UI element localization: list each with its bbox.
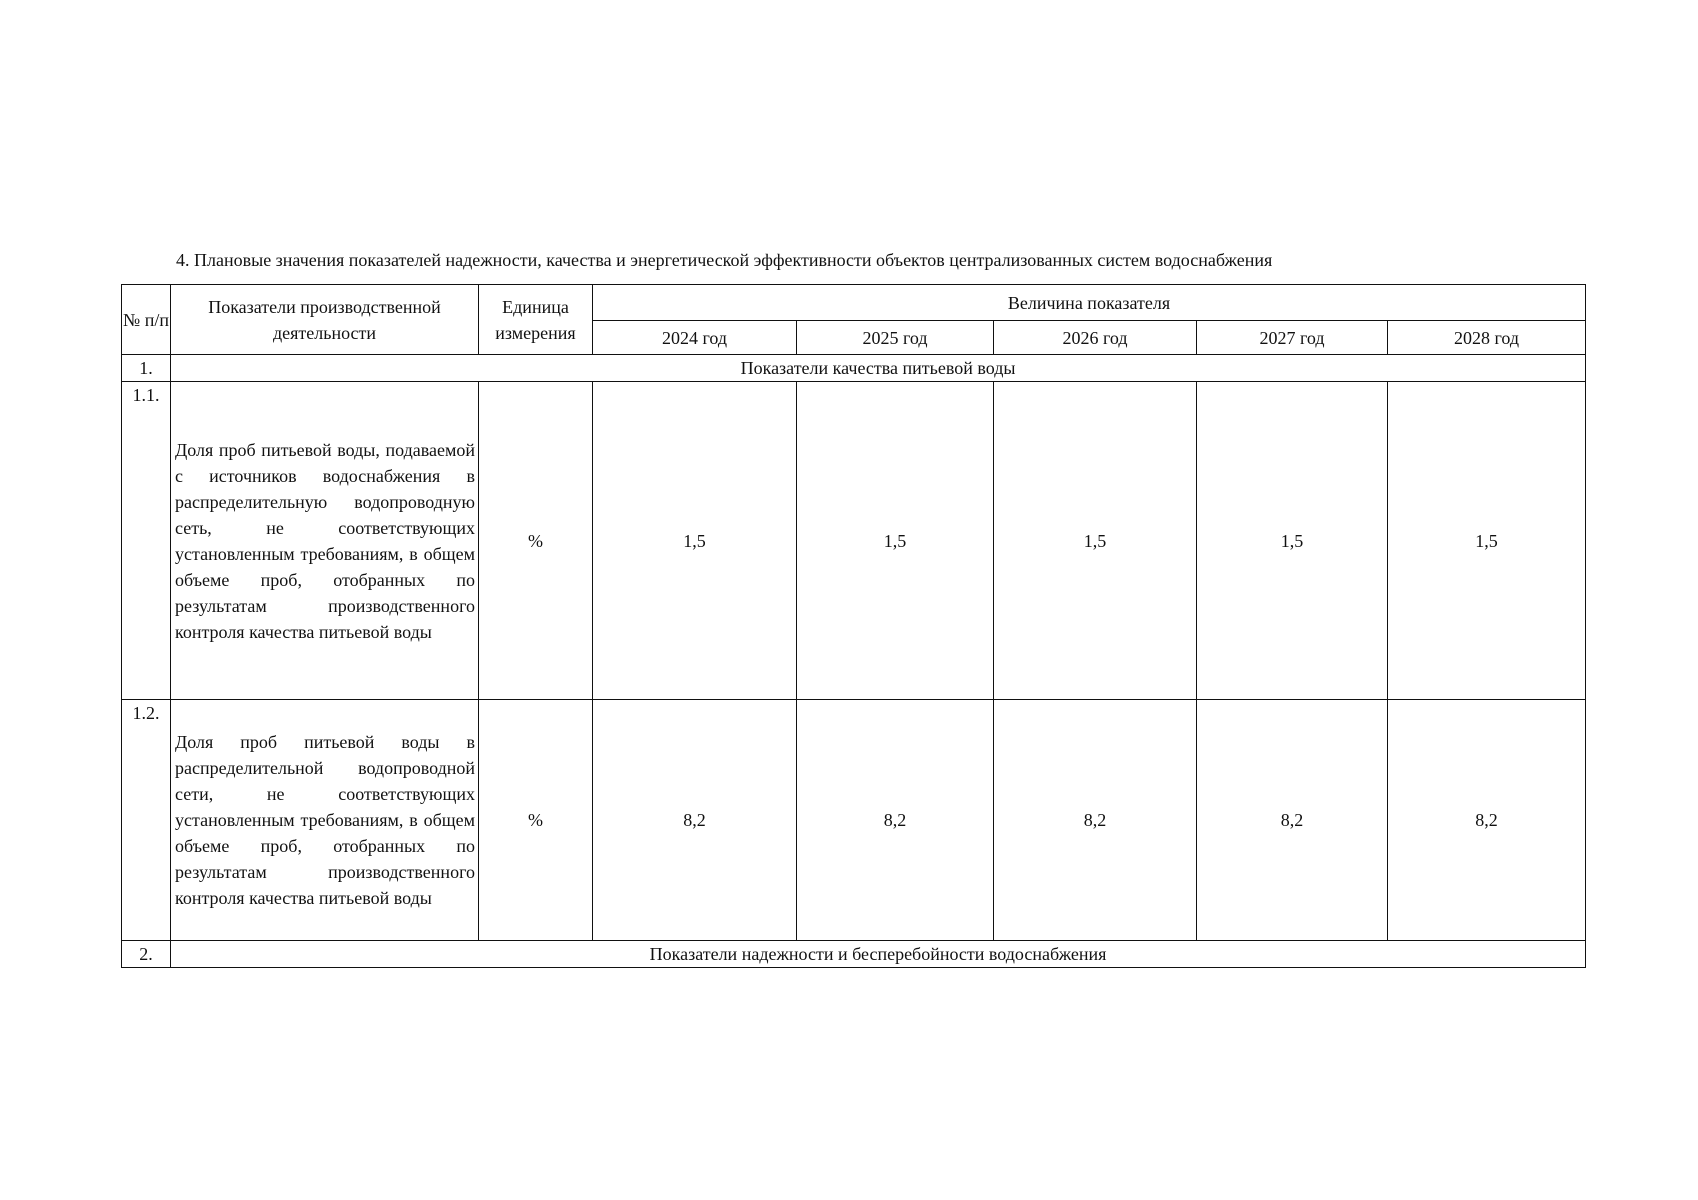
row-description [171, 700, 479, 941]
section-row [122, 941, 1586, 968]
row-unit: % [479, 382, 593, 700]
row-unit: % [479, 700, 593, 941]
table-row [122, 700, 1586, 941]
table-row [122, 382, 1586, 700]
header-num: № п/п [122, 285, 171, 355]
row-num: 1.2. [122, 700, 171, 941]
row-description-text: Доля проб питьевой воды, подаваемой с источников водоснабжения в распределительную водопроводную сеть, не соответствующих установленным требованиям, в общем объеме проб, отобранных по результатам производственного контроля качества питьевой воды [175, 439, 475, 642]
row-value: 8,2 [1197, 700, 1388, 941]
row-value: 8,2 [994, 700, 1197, 941]
header-year: 2024 год [593, 321, 797, 355]
document-title: 4. Плановые значения показателей надежности, качества и энергетической эффективности объектов централизованных систем водоснабжения [176, 250, 1273, 270]
row-value: 8,2 [797, 700, 994, 941]
header-row [122, 285, 1586, 321]
row-value: 1,5 [1197, 382, 1388, 700]
row-value: 1,5 [994, 382, 1197, 700]
section-num: 2. [122, 941, 171, 968]
header-year: 2025 год [797, 321, 994, 355]
section-num: 1. [122, 355, 171, 382]
header-year: 2026 год [994, 321, 1197, 355]
header-year: 2027 год [1197, 321, 1388, 355]
row-num: 1.1. [122, 382, 171, 700]
row-description-text: Доля проб питьевой воды в распределительной водопроводной сети, не соответствующих установленным требованиям, в общем объеме проб, отобранных по результатам производственного контроля качества питьевой воды [175, 732, 475, 908]
row-description [171, 382, 479, 700]
row-value: 8,2 [1388, 700, 1586, 941]
header-year: 2028 год [1388, 321, 1586, 355]
row-value: 1,5 [1388, 382, 1586, 700]
indicators-table [121, 284, 1586, 968]
header-value: Величина показателя [593, 285, 1586, 321]
row-value: 8,2 [593, 700, 797, 941]
section-title: Показатели качества питьевой воды [171, 355, 1586, 382]
header-unit: Единица измерения [479, 285, 593, 355]
row-value: 1,5 [797, 382, 994, 700]
section-title: Показатели надежности и бесперебойности водоснабжения [171, 941, 1586, 968]
row-value: 1,5 [593, 382, 797, 700]
section-row [122, 355, 1586, 382]
header-indicator: Показатели производственной деятельности [171, 285, 479, 355]
